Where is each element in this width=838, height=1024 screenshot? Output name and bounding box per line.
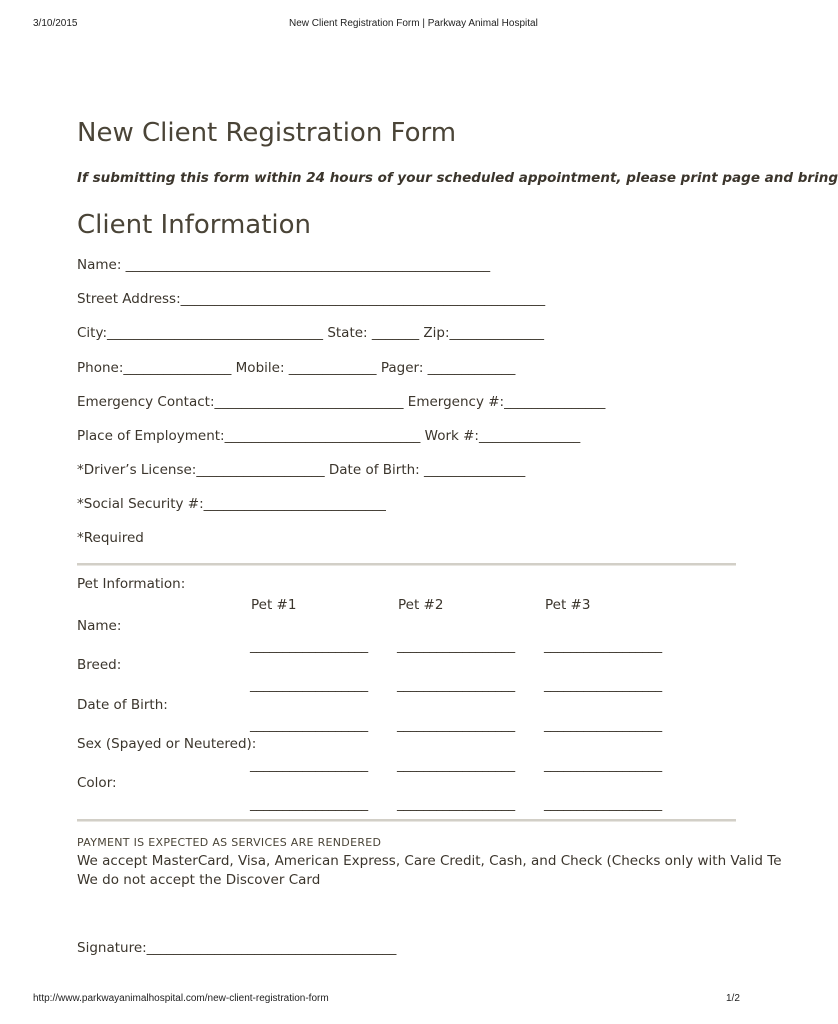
pet-2-breed-blank: __________________ — [397, 677, 515, 693]
pet-info-heading: Pet Information: — [77, 576, 186, 592]
pet-1-name-blank: __________________ — [250, 638, 368, 654]
payment-methods-text: We accept MasterCard, Visa, American Express, Care Credit, Cash, and Check (Checks only with Valid Te — [77, 853, 782, 869]
pet-1-color-blank: __________________ — [250, 796, 368, 812]
payment-heading: PAYMENT IS EXPECTED AS SERVICES ARE RENDERED — [77, 836, 382, 849]
print-footer-url: http://www.parkwayanimalhospital.com/new-client-registration-form — [33, 993, 329, 1004]
pet-1-sex-blank: __________________ — [250, 757, 368, 773]
pet-row-label-dob: Date of Birth: — [77, 697, 168, 713]
emergency-contact-line: Emergency Contact:____________________________ Emergency #:_______________ — [77, 394, 606, 410]
street-address-line: Street Address:______________________________________________________ — [77, 291, 546, 307]
print-page-number: 1/2 — [726, 993, 740, 1004]
intro-text: If submitting this form within 24 hours of your scheduled appointment, please print page and bring — [77, 170, 838, 186]
print-page-title: New Client Registration Form | Parkway Animal Hospital — [289, 18, 538, 29]
pet-row-label-color: Color: — [77, 775, 117, 791]
pet-3-breed-blank: __________________ — [544, 677, 662, 693]
pet-1-header: Pet #1 — [251, 597, 297, 613]
section-divider — [77, 563, 736, 566]
phone-mobile-pager-line: Phone:________________ Mobile: _____________ Pager: _____________ — [77, 360, 516, 376]
client-name-line: Name: ______________________________________________________ — [77, 257, 491, 273]
pet-3-header: Pet #3 — [545, 597, 591, 613]
pet-3-name-blank: __________________ — [544, 638, 662, 654]
pet-row-label-breed: Breed: — [77, 657, 122, 673]
social-security-line: *Social Security #:___________________________ — [77, 496, 386, 512]
pet-3-sex-blank: __________________ — [544, 757, 662, 773]
city-state-zip-line: City:________________________________ State: _______ Zip:______________ — [77, 325, 545, 341]
drivers-license-line: *Driver’s License:___________________ Date of Birth: _______________ — [77, 462, 526, 478]
pet-row-label-sex: Sex (Spayed or Neutered): — [77, 736, 257, 752]
signature-line: Signature:_____________________________________ — [77, 940, 397, 956]
page-title: New Client Registration Form — [77, 118, 457, 148]
pet-1-dob-blank: __________________ — [250, 717, 368, 733]
print-date: 3/10/2015 — [33, 18, 78, 29]
pet-2-name-blank: __________________ — [397, 638, 515, 654]
pet-2-sex-blank: __________________ — [397, 757, 515, 773]
required-note: *Required — [77, 530, 144, 546]
pet-3-color-blank: __________________ — [544, 796, 662, 812]
pet-3-dob-blank: __________________ — [544, 717, 662, 733]
pet-2-dob-blank: __________________ — [397, 717, 515, 733]
pet-row-label-name: Name: — [77, 618, 122, 634]
pet-2-header: Pet #2 — [398, 597, 444, 613]
employment-line: Place of Employment:_____________________________ Work #:_______________ — [77, 428, 581, 444]
section-title-client-information: Client Information — [77, 210, 312, 240]
payment-discover-note: We do not accept the Discover Card — [77, 872, 321, 888]
section-divider — [77, 819, 736, 822]
pet-2-color-blank: __________________ — [397, 796, 515, 812]
pet-1-breed-blank: __________________ — [250, 677, 368, 693]
